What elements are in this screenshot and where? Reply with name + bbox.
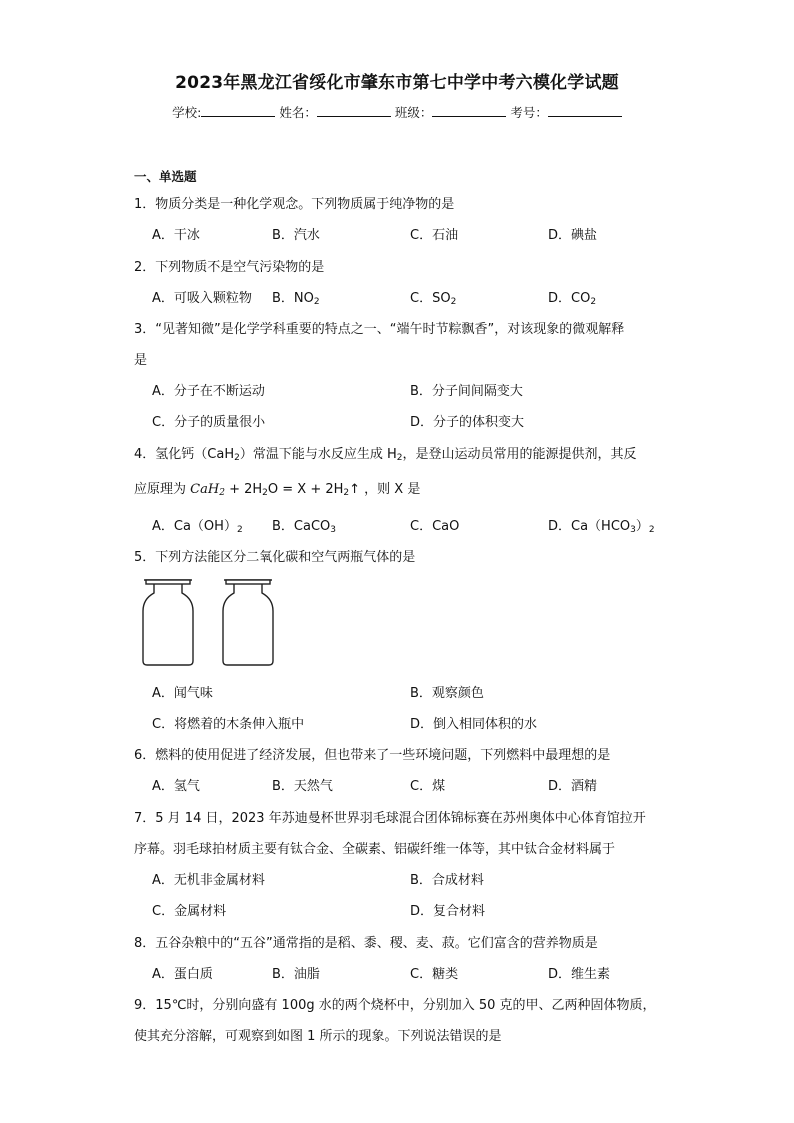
name-label: 姓名： <box>279 105 317 120</box>
q1-stem: 1．物质分类是一种化学观念。下列物质属于纯净物的是 <box>134 197 455 212</box>
q6-option-d[interactable]: D．酒精 <box>548 779 598 794</box>
name-blank[interactable] <box>317 104 391 117</box>
q5-option-c[interactable]: C．将燃着的木条伸入瓶中 <box>152 717 305 732</box>
q8-option-b[interactable]: B．油脂 <box>272 967 320 982</box>
q5-option-d[interactable]: D．倒入相同体积的水 <box>410 717 538 732</box>
q5-stem: 5．下列方法能区分二氧化碳和空气两瓶气体的是 <box>134 550 416 565</box>
q8-option-c[interactable]: C．糖类 <box>410 967 459 982</box>
class-label: 班级： <box>394 105 433 120</box>
q5-option-b[interactable]: B．观察颜色 <box>410 686 484 701</box>
q3-stem-line1: 3．“见著知微”是化学学科重要的特点之一、“端午时节粽飘香”，对该现象的微观解释 <box>134 322 625 337</box>
q9-stem-line2: 使其充分溶解，可观察到如图 1 所示的现象。下列说法错误的是 <box>134 1029 502 1044</box>
q7-option-c[interactable]: C．金属材料 <box>152 904 227 919</box>
q1-option-d[interactable]: D．碘盐 <box>548 228 598 243</box>
q3-option-c[interactable]: C．分子的质量很小 <box>152 415 266 430</box>
q2-option-a[interactable]: A．可吸入颗粒物 <box>152 291 252 306</box>
q7-option-a[interactable]: A．无机非金属材料 <box>152 873 265 888</box>
q8-option-a[interactable]: A．蛋白质 <box>152 967 213 982</box>
q2-stem: 2．下列物质不是空气污染物的是 <box>134 260 325 275</box>
school-blank[interactable] <box>201 104 275 117</box>
gas-bottle-right <box>223 580 273 665</box>
q7-option-d[interactable]: D．复合材料 <box>410 904 486 919</box>
q4-option-b[interactable]: B．CaCO$_3$ <box>272 519 337 535</box>
q7-stem-line1: 7．5 月 14 日，2023 年苏迪曼杯世界羽毛球混合团体锦标赛在苏州奥体中心体育馆拉开 <box>134 811 646 826</box>
student-info-line <box>0 103 794 121</box>
q4-stem-line1: 4．氢化钙（CaH$_2$）常温下能与水反应生成 $H_2$，是登山运动员常用的能源提供剂，其反 <box>134 447 637 463</box>
q9-stem-line1: 9．15℃时，分别向盛有 100g 水的两个烧杯中，分别加入 50 克的甲、乙两种固体物质， <box>134 998 656 1013</box>
q3-stem-line2: 是 <box>134 353 148 368</box>
reaction-equation: $CaH_2 + 2H_2O = X$ + $2H_2↑$ <box>190 482 361 498</box>
gas-arrow-icon: ↑ <box>349 482 361 497</box>
q2-option-d[interactable]: D．$CO_2$ <box>548 291 597 307</box>
section-heading: 一、单选题 <box>134 169 197 184</box>
q1-option-b[interactable]: B．汽水 <box>272 228 320 243</box>
class-blank[interactable] <box>432 104 506 117</box>
q4-option-c[interactable]: C．CaO <box>410 519 460 534</box>
q4-stem-line2: 应原理为 $CaH_2 + 2H_2O = X$ + $2H_2↑$ ，则 X 是 <box>134 482 421 498</box>
page-title: 2023年黑龙江省绥化市肇东市第七中学中考六模化学试题 <box>175 73 619 93</box>
q1-option-a[interactable]: A．干冰 <box>152 228 200 243</box>
q2-option-b[interactable]: B．$NO_2$ <box>272 291 320 307</box>
q1-option-c[interactable]: C．石油 <box>410 228 459 243</box>
q3-option-b[interactable]: B．分子间间隔变大 <box>410 384 523 399</box>
q8-option-d[interactable]: D．维生素 <box>548 967 611 982</box>
exam-number-label: 考号： <box>510 105 548 120</box>
q6-option-b[interactable]: B．天然气 <box>272 779 333 794</box>
gas-bottles-figure <box>140 577 290 669</box>
gas-bottle-left <box>143 580 193 665</box>
q3-option-d[interactable]: D．分子的体积变大 <box>410 415 525 430</box>
school-label: 学校: <box>172 105 202 120</box>
q4-option-d[interactable]: D．$Ca(HCO_3)_2$ <box>548 519 655 535</box>
q7-stem-line2: 序幕。羽毛球拍材质主要有钛合金、全碳素、铝碳纤维一体等，其中钛合金材料属于 <box>134 842 616 857</box>
q8-stem: 8．五谷杂粮中的“五谷”通常指的是稻、黍、稷、麦、菽。它们富含的营养物质是 <box>134 936 598 951</box>
q4-option-a[interactable]: A．$Ca(OH)_2$ <box>152 519 243 535</box>
q7-option-b[interactable]: B．合成材料 <box>410 873 484 888</box>
q6-stem: 6．燃料的使用促进了经济发展，但也带来了一些环境问题，下列燃料中最理想的是 <box>134 748 611 763</box>
q3-option-a[interactable]: A．分子在不断运动 <box>152 384 265 399</box>
q6-option-c[interactable]: C．煤 <box>410 779 446 794</box>
exam-number-blank[interactable] <box>548 104 622 117</box>
q5-option-a[interactable]: A．闻气味 <box>152 686 213 701</box>
q6-option-a[interactable]: A．氢气 <box>152 779 200 794</box>
q2-option-c[interactable]: C．$SO_2$ <box>410 291 457 307</box>
